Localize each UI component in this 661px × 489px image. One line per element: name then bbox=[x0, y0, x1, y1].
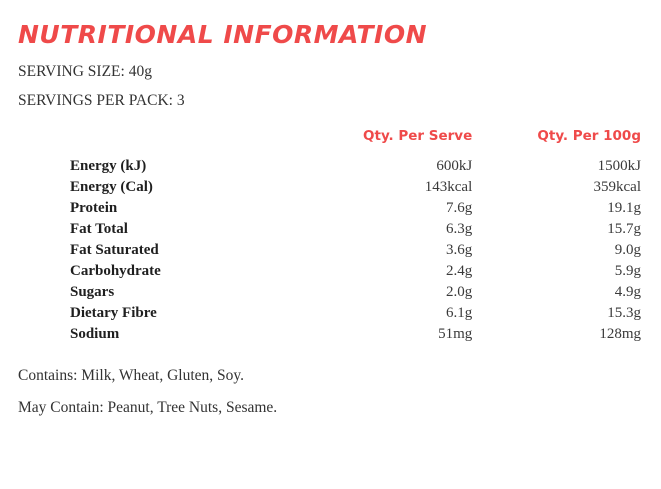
contains-text: Contains: Milk, Wheat, Gluten, Soy. bbox=[18, 367, 245, 384]
column-header-nutrient bbox=[18, 128, 306, 156]
value-per-serve: 143kcal bbox=[424, 179, 473, 195]
page-title: NUTRITIONAL INFORMATION bbox=[18, 20, 428, 49]
nutrition-table bbox=[18, 128, 643, 345]
nutrient-label: Carbohydrate bbox=[70, 263, 161, 279]
value-per-100g: 1500kJ bbox=[597, 158, 641, 174]
value-per-100g: 5.9g bbox=[614, 263, 641, 279]
table-row bbox=[18, 198, 643, 219]
column-header-per-serve: Qty. Per Serve bbox=[363, 128, 473, 144]
nutrient-label: Energy (Cal) bbox=[70, 179, 153, 195]
nutrient-label: Protein bbox=[70, 200, 118, 216]
value-per-100g: 128mg bbox=[599, 326, 641, 342]
value-per-serve: 6.3g bbox=[446, 221, 473, 237]
value-per-100g: 9.0g bbox=[614, 242, 641, 258]
table-row bbox=[18, 177, 643, 198]
value-per-100g: 359kcal bbox=[593, 179, 641, 195]
nutrient-label: Sugars bbox=[70, 284, 115, 300]
table-row bbox=[18, 240, 643, 261]
value-per-serve: 3.6g bbox=[446, 242, 473, 258]
value-per-serve: 51mg bbox=[438, 326, 473, 342]
nutrient-label: Energy (kJ) bbox=[70, 158, 147, 174]
value-per-serve: 600kJ bbox=[436, 158, 473, 174]
table-row bbox=[18, 219, 643, 240]
table-row bbox=[18, 156, 643, 177]
nutrient-label: Sodium bbox=[70, 326, 120, 342]
value-per-100g: 15.7g bbox=[607, 221, 641, 237]
value-per-100g: 4.9g bbox=[614, 284, 641, 300]
column-header-per-100g: Qty. Per 100g bbox=[537, 128, 641, 144]
table-row bbox=[18, 282, 643, 303]
value-per-100g: 19.1g bbox=[607, 200, 641, 216]
serving-size-text: SERVING SIZE: 40g bbox=[18, 63, 152, 80]
table-row bbox=[18, 303, 643, 324]
value-per-serve: 6.1g bbox=[446, 305, 473, 321]
table-row bbox=[18, 261, 643, 282]
nutrient-label: Dietary Fibre bbox=[70, 305, 157, 321]
table-row bbox=[18, 324, 643, 345]
value-per-100g: 15.3g bbox=[607, 305, 641, 321]
servings-per-pack-text: SERVINGS PER PACK: 3 bbox=[18, 92, 185, 109]
may-contain-text: May Contain: Peanut, Tree Nuts, Sesame. bbox=[18, 399, 278, 416]
nutrient-label: Fat Saturated bbox=[70, 242, 159, 258]
table-header-row bbox=[18, 128, 643, 156]
nutrient-label: Fat Total bbox=[70, 221, 128, 237]
value-per-serve: 2.4g bbox=[446, 263, 473, 279]
value-per-serve: 7.6g bbox=[446, 200, 473, 216]
value-per-serve: 2.0g bbox=[446, 284, 473, 300]
